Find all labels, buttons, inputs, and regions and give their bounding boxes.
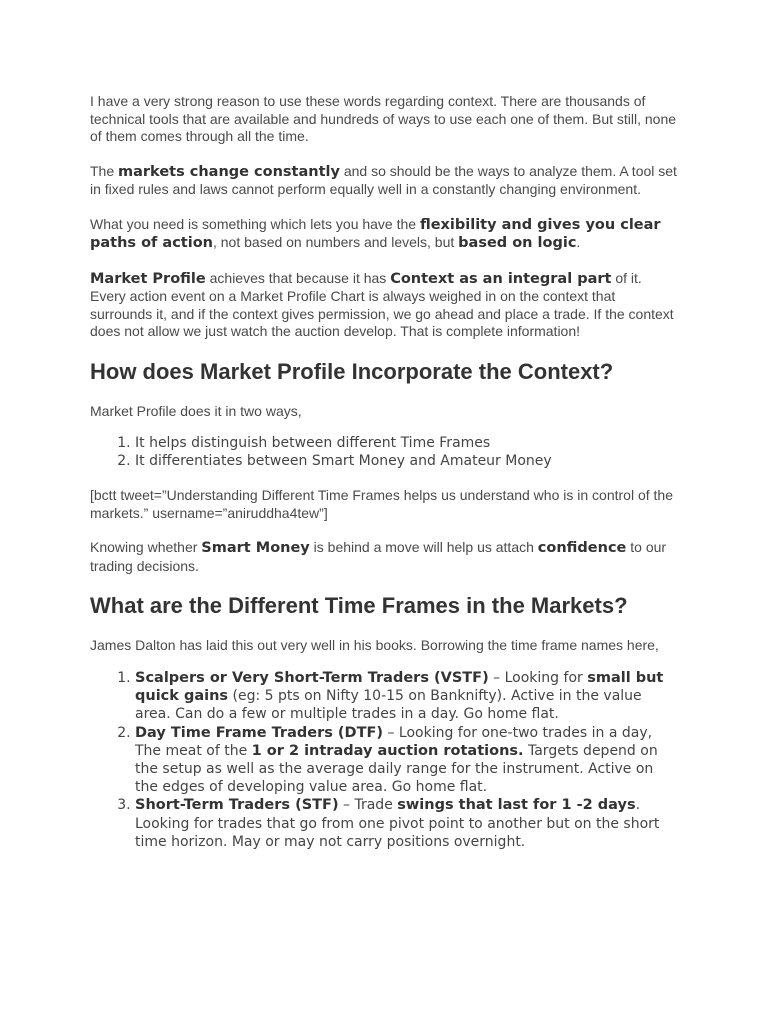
smart-money-paragraph xyxy=(90,539,680,575)
section-heading-time-frames: What are the Different Time Frames in the Markets? xyxy=(90,593,628,619)
bold-text: Scalpers or Very Short-Term Traders (VSTF) xyxy=(135,669,489,686)
text-run: – Looking for xyxy=(488,669,588,686)
bold-text: confidence xyxy=(537,540,627,557)
list-item xyxy=(135,669,680,724)
text-run: to our trading decisions. xyxy=(90,539,667,574)
tweet-shortcode-paragraph: [bctt tweet=”Understanding Different Time Frames helps us understand who is in control of the markets.” username=”aniruddha4tew”] xyxy=(90,487,673,521)
text-run: . xyxy=(576,234,581,250)
market-profile-paragraph xyxy=(90,270,680,341)
bold-text: Smart Money xyxy=(201,540,310,557)
text-run: – Looking for one-two trades in a day, The meat of the xyxy=(135,724,653,759)
text-run: and so should be the ways to analyze them. A tool set in fixed rules and laws cannot perform equally well in a constantly changing environment. xyxy=(90,162,677,197)
list-item: 2. It differentiates between Smart Money and Amateur Money xyxy=(135,452,680,470)
flexibility-paragraph xyxy=(90,216,680,253)
bold-text: Context as an integral part xyxy=(390,270,612,287)
section-heading-context: How does Market Profile Incorporate the Context? xyxy=(90,358,614,384)
text-run: of it. Every action event on a Market Profile Chart is always weighed in on the context that surrounds it, and if the context gives permission, we go ahead and place a trade. If the context does not allow we just watch the auction develop. That is complete information! xyxy=(90,269,674,339)
intro-paragraph: I have a very strong reason to use these words regarding context. There are thousands of technical tools that are available and hundreds of ways to use each one of them. But still, none of them comes through all the time. xyxy=(90,93,677,144)
text-run: achieves that because it has xyxy=(205,269,391,286)
list-item xyxy=(135,796,680,851)
text-run: , not based on numbers and levels, but xyxy=(212,234,459,250)
dalton-paragraph: James Dalton has laid this out very well in his books. Borrowing the time frame names here, xyxy=(90,637,659,654)
list-item xyxy=(135,724,680,797)
bold-text: 1 or 2 intraday auction rotations. xyxy=(251,742,524,759)
bold-text: markets change constantly xyxy=(118,163,340,180)
text-run: Knowing whether xyxy=(90,539,202,556)
bold-text: based on logic xyxy=(458,235,577,251)
two-ways-paragraph: Market Profile does it in two ways, xyxy=(90,402,302,419)
text-run: The xyxy=(90,162,119,179)
text-run: Targets depend on the setup as well as the average daily range for the instrument. Active on the edges of developing value area. Go home flat. xyxy=(135,742,658,796)
text-run: What you need is something which lets you have the xyxy=(90,215,420,232)
bold-text: Market Profile xyxy=(90,270,206,287)
time-frames-list xyxy=(90,669,680,851)
two-ways-list xyxy=(90,434,680,470)
bold-text: flexibility and gives you clear paths of action xyxy=(90,216,661,251)
bold-text: Day Time Frame Traders (DTF) xyxy=(135,724,383,741)
text-run: (eg: 5 pts on Nifty 10-15 on Banknifty). Active in the value area. Can do a few or multiple trades in a day. Go home flat. xyxy=(135,688,642,723)
text-run: – Trade xyxy=(338,797,398,814)
document-body xyxy=(90,93,680,851)
bold-text: small but quick gains xyxy=(135,669,664,705)
markets-change-paragraph xyxy=(90,163,680,199)
bold-text: swings that last for 1 -2 days xyxy=(397,797,636,814)
bold-text: Short-Term Traders (STF) xyxy=(135,797,339,814)
text-run: is behind a move will help us attach xyxy=(309,539,538,556)
text-run: . Looking for trades that go from one pivot point to another but on the short time horizon. May or may not carry positions overnight. xyxy=(135,797,660,850)
list-item: 1. It helps distinguish between different Time Frames xyxy=(135,434,680,452)
